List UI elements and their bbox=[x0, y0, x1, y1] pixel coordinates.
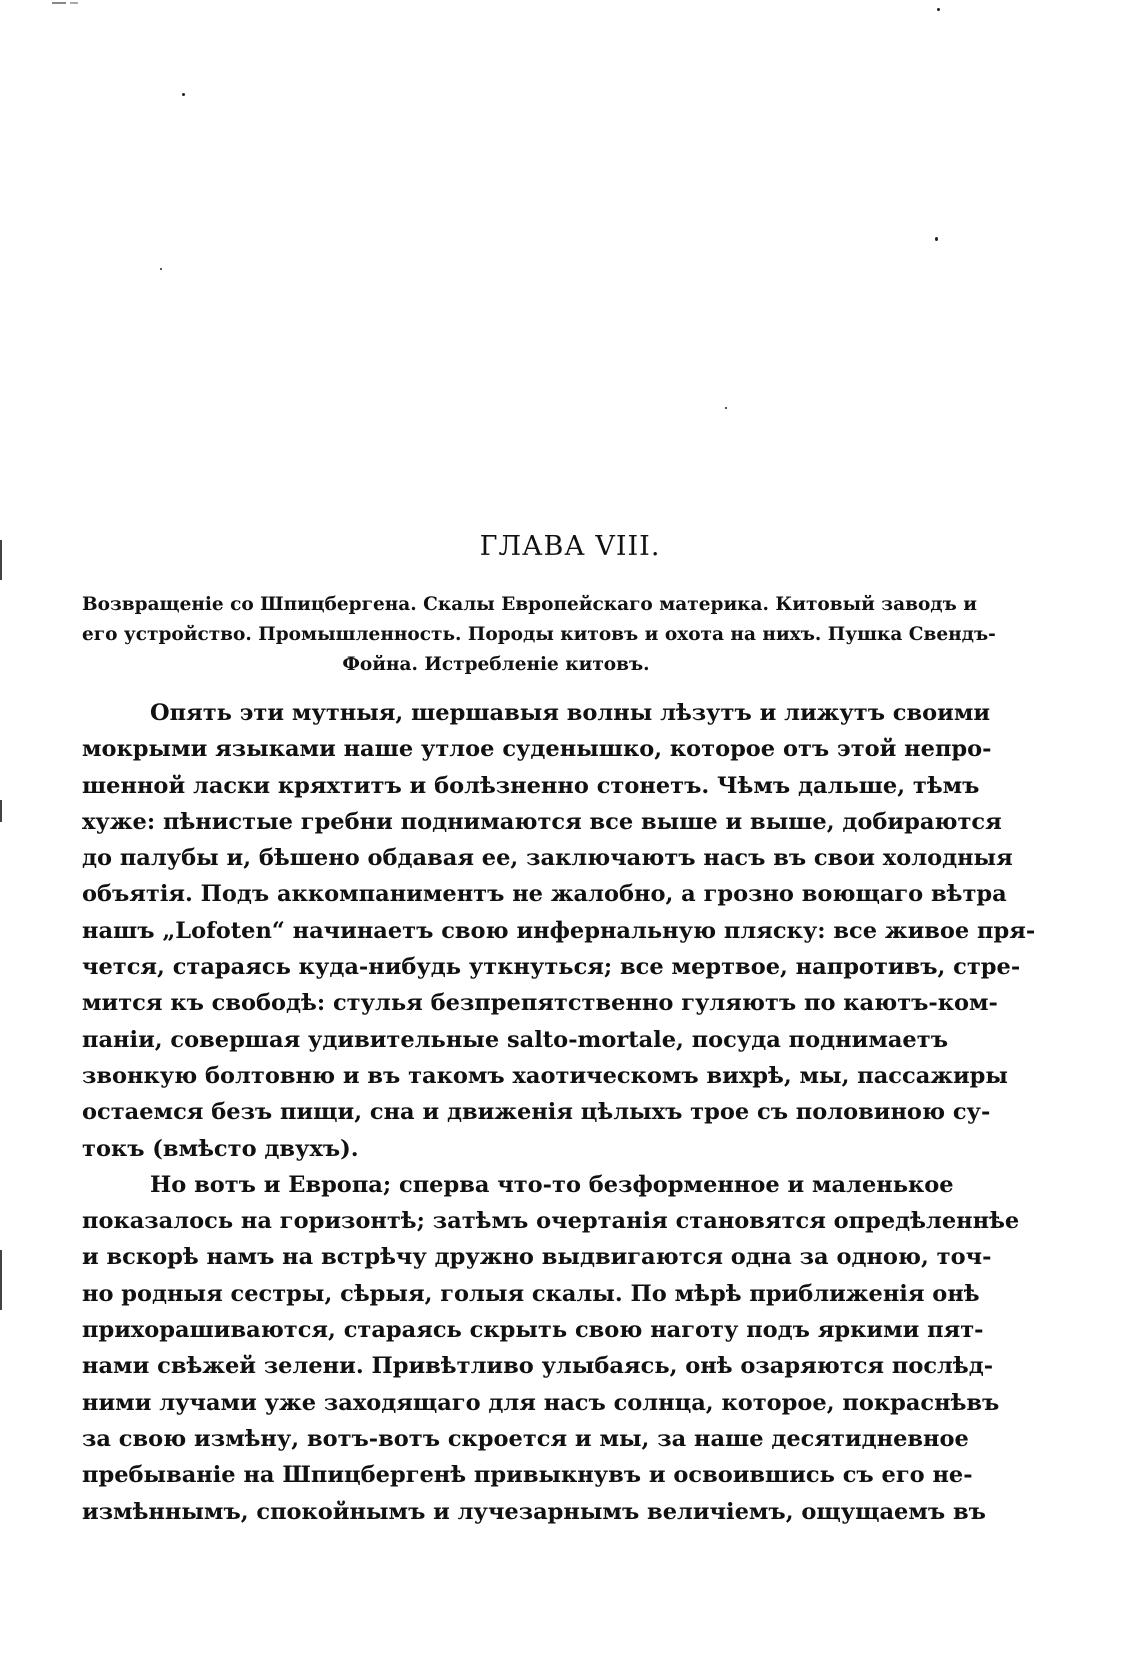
text-line: показалось на горизонтѣ; затѣмъ очертанія становятся опредѣленнѣе bbox=[82, 1208, 1020, 1235]
scan-speck bbox=[160, 268, 162, 270]
text-line: нами свѣжей зелени. Привѣтливо улыбаясь, онѣ озаряются послѣд- bbox=[82, 1353, 994, 1380]
text-line: мокрыми языками наше утлое суденышко, которое отъ этой непро- bbox=[82, 736, 992, 763]
text-line: шенной ласки кряхтитъ и болѣзненно стонетъ. Чѣмъ дальше, тѣмъ bbox=[82, 772, 980, 799]
text-line: хуже: пѣнистые гребни поднимаются все выше и выше, добираются bbox=[82, 808, 1002, 835]
text-line: мится къ свободѣ: стулья безпрепятственно гуляютъ по каютъ-ком- bbox=[82, 990, 998, 1017]
text-line: за свою измѣну, вотъ-вотъ скроется и мы, за наше десятидневное bbox=[82, 1425, 969, 1452]
scan-speck bbox=[937, 8, 940, 11]
text-line: ними лучами уже заходящаго для насъ солнца, которое, покраснѣвъ bbox=[82, 1389, 1000, 1416]
text-line: и вскорѣ намъ на встрѣчу дружно выдвигаются одна за одною, точ- bbox=[82, 1244, 992, 1271]
scan-speck bbox=[725, 407, 727, 409]
text-line: токъ (вмѣсто двухъ). bbox=[82, 1135, 359, 1162]
page-edge-mark bbox=[0, 800, 2, 822]
text-line: прихорашиваются, стараясь скрыть свою наготу подъ яркими пят- bbox=[82, 1317, 984, 1344]
text-line: звонкую болтовню и въ такомъ хаотическомъ вихрѣ, мы, пассажиры bbox=[82, 1062, 1008, 1089]
text-line: паніи, совершая удивительные salto-mortale, посуда поднимаетъ bbox=[82, 1026, 948, 1053]
text-line: Но вотъ и Европа; сперва что-то безформенное и маленькое bbox=[150, 1171, 954, 1198]
text-line: пребываніе на Шпицбергенѣ привыкнувъ и освоившись съ его не- bbox=[82, 1462, 973, 1489]
text-line: измѣннымъ, спокойнымъ и лучезарнымъ величіемъ, ощущаемъ въ bbox=[82, 1498, 986, 1525]
chapter-summary bbox=[82, 590, 996, 680]
text-line: нашъ „Lofoten“ начинаетъ свою инфернальную пляску: все живое пря- bbox=[82, 917, 1036, 944]
text-line: объятія. Подъ аккомпаниментъ не жалобно, а грозно воющаго вѣтра bbox=[82, 881, 1007, 908]
summary-line: Возвращеніе со Шпицбергена. Скалы Европейскаго материка. Китовый заводъ и bbox=[82, 594, 977, 615]
text-line: остаемся безъ пищи, сна и движенія цѣлыхъ трое съ половиною су- bbox=[82, 1099, 991, 1126]
summary-line: его устройство. Промышленность. Породы китовъ и охота на нихъ. Пушка Свендъ- bbox=[82, 624, 996, 645]
scan-speck bbox=[52, 2, 66, 4]
summary-line: Фойна. Истребленіе китовъ. bbox=[342, 654, 650, 675]
text-line: до палубы и, бѣшено обдавая ее, заключаютъ насъ въ свои холодныя bbox=[82, 845, 1013, 872]
body-text bbox=[82, 695, 1036, 1530]
text-line: но родныя сестры, сѣрыя, голыя скалы. По мѣрѣ приближенія онѣ bbox=[82, 1280, 980, 1307]
text-line: Опять эти мутныя, шершавыя волны лѣзутъ и лижутъ своими bbox=[150, 700, 991, 726]
scan-speck bbox=[70, 2, 78, 4]
text-line: чется, стараясь куда-нибудь уткнуться; все мертвое, напротивъ, стре- bbox=[82, 954, 1021, 981]
page-edge-mark bbox=[0, 1250, 2, 1310]
scan-speck bbox=[182, 93, 185, 96]
scan-speck bbox=[935, 237, 938, 241]
chapter-title: ГЛАВА VIII. bbox=[479, 531, 661, 562]
